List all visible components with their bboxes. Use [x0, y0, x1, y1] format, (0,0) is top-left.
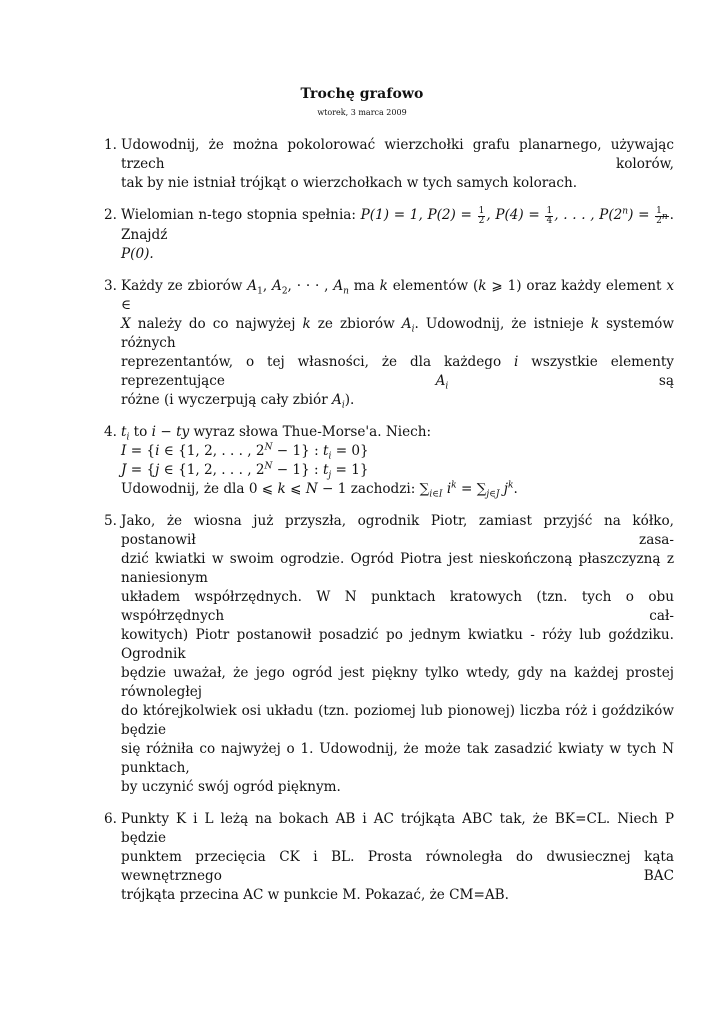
fraction: $\frac{1}{2}$: [478, 206, 485, 226]
problem-line: X należy do co najwyżej k ze zbiorów $A_i$. Udowodnij, że istnieje k systemów różnych: [121, 316, 674, 351]
problem-number: 1.: [104, 137, 117, 153]
problem-5: [104, 512, 674, 797]
problem-line: $t_i$ to i − ty wyraz słowa Thue-Morse'a. Niech:: [121, 424, 432, 443]
problem-4: [104, 423, 674, 499]
problem-number: 6.: [104, 811, 117, 827]
problem-line: dzić kwiatki w swoim ogrodzie. Ogród Piotra jest nieskończoną płaszczyzną z naniesionym: [121, 551, 674, 586]
problem-1: [104, 136, 674, 193]
problem-line: tak by nie istniał trójkąt o wierzchołkach w tych samych kolorach.: [121, 175, 578, 191]
problem-line: J = {j ∈ {1, 2, . . . , $2^N - 1$} : $t_j = 1$}: [121, 461, 369, 481]
problem-line: kowitych) Piotr postanowił posadzić po jednym kwiatku - róży lub goździku. Ogrodnik: [121, 627, 674, 662]
document-date: wtorek, 3 marca 2009: [317, 108, 407, 117]
problem-line: różne (i wyczerpują cały zbiór $A_i$).: [121, 392, 355, 411]
fraction: $\frac{1}{4}$: [546, 206, 553, 226]
problem-list: [104, 136, 674, 918]
problem-number: 2.: [104, 207, 117, 223]
fraction: $\frac{1}{2^n}$: [656, 206, 668, 226]
problem-line: P(0).: [121, 246, 154, 262]
problem-line: I = {i ∈ {1, 2, . . . , $2^N - 1$} : $t_i = 0$}: [121, 442, 369, 462]
problem-line: Udowodnij, że można pokolorować wierzchołki grafu planarnego, używając trzech kolorów,: [121, 137, 674, 172]
problem-line: by uczynić swój ogród pięknym.: [121, 779, 341, 795]
problem-line: układem współrzędnych. W N punktach kratowych (tzn. tych o obu współrzędnych cał-: [121, 589, 674, 624]
problem-line: Każdy ze zbiorów $A_1$, $A_2$, · · · , $A_n$ ma k elementów (k ⩾ 1) oraz każdy element x ∈: [121, 278, 674, 313]
problem-3: [104, 277, 674, 410]
problem-line: Udowodnij, że dla 0 ⩽ k ⩽ N − 1 zachodzi: $\sum_{i\in I}$ $i^k = \sum_{j\in J}$ $j^k$.: [121, 480, 518, 500]
problem-line: punktem przecięcia CK i BL. Prosta równoległa do dwusiecznej kąta wewnętrznego BAC: [121, 849, 674, 884]
problem-line: reprezentantów, o tej własności, że dla każdego i wszystkie elementy reprezentujące $A_i$ są: [121, 354, 675, 392]
problem-number: 3.: [104, 278, 117, 294]
problem-line: trójkąta przecina AC w punkcie M. Pokazać, że CM=AB.: [121, 887, 509, 903]
problem-line: Wielomian n-tego stopnia spełnia: P(1) = 1, P(2) = $\frac{1}{2}$ , P(4) = $\frac{1}{4}$ , . . . , $P(2^n)$ = $\frac{1}{2^n}$ . Znajdź: [121, 206, 674, 243]
problem-number: 5.: [104, 513, 117, 529]
problem-2: [104, 206, 674, 264]
problem-line: Jako, że wiosna już przyszła, ogrodnik Piotr, zamiast przyjść na kółko, postanowił zasa-: [121, 513, 674, 548]
problem-6: [104, 810, 674, 905]
problem-number: 4.: [104, 424, 117, 440]
problem-line: będzie uważał, że jego ogród jest piękny tylko wtedy, gdy na każdej prostej równoległej: [121, 665, 674, 700]
problem-line: Punkty K i L leżą na bokach AB i AC trójkąta ABC tak, że BK=CL. Niech P będzie: [121, 811, 674, 846]
problem-line: do którejkolwiek osi układu (tzn. poziomej lub pionowej) liczba róż i goździków będzie: [121, 703, 674, 738]
document-title: Trochę grafowo: [300, 86, 424, 102]
problem-line: się różniła co najwyżej o 1. Udowodnij, że może tak zasadzić kwiaty w tych N punktach,: [121, 741, 674, 776]
